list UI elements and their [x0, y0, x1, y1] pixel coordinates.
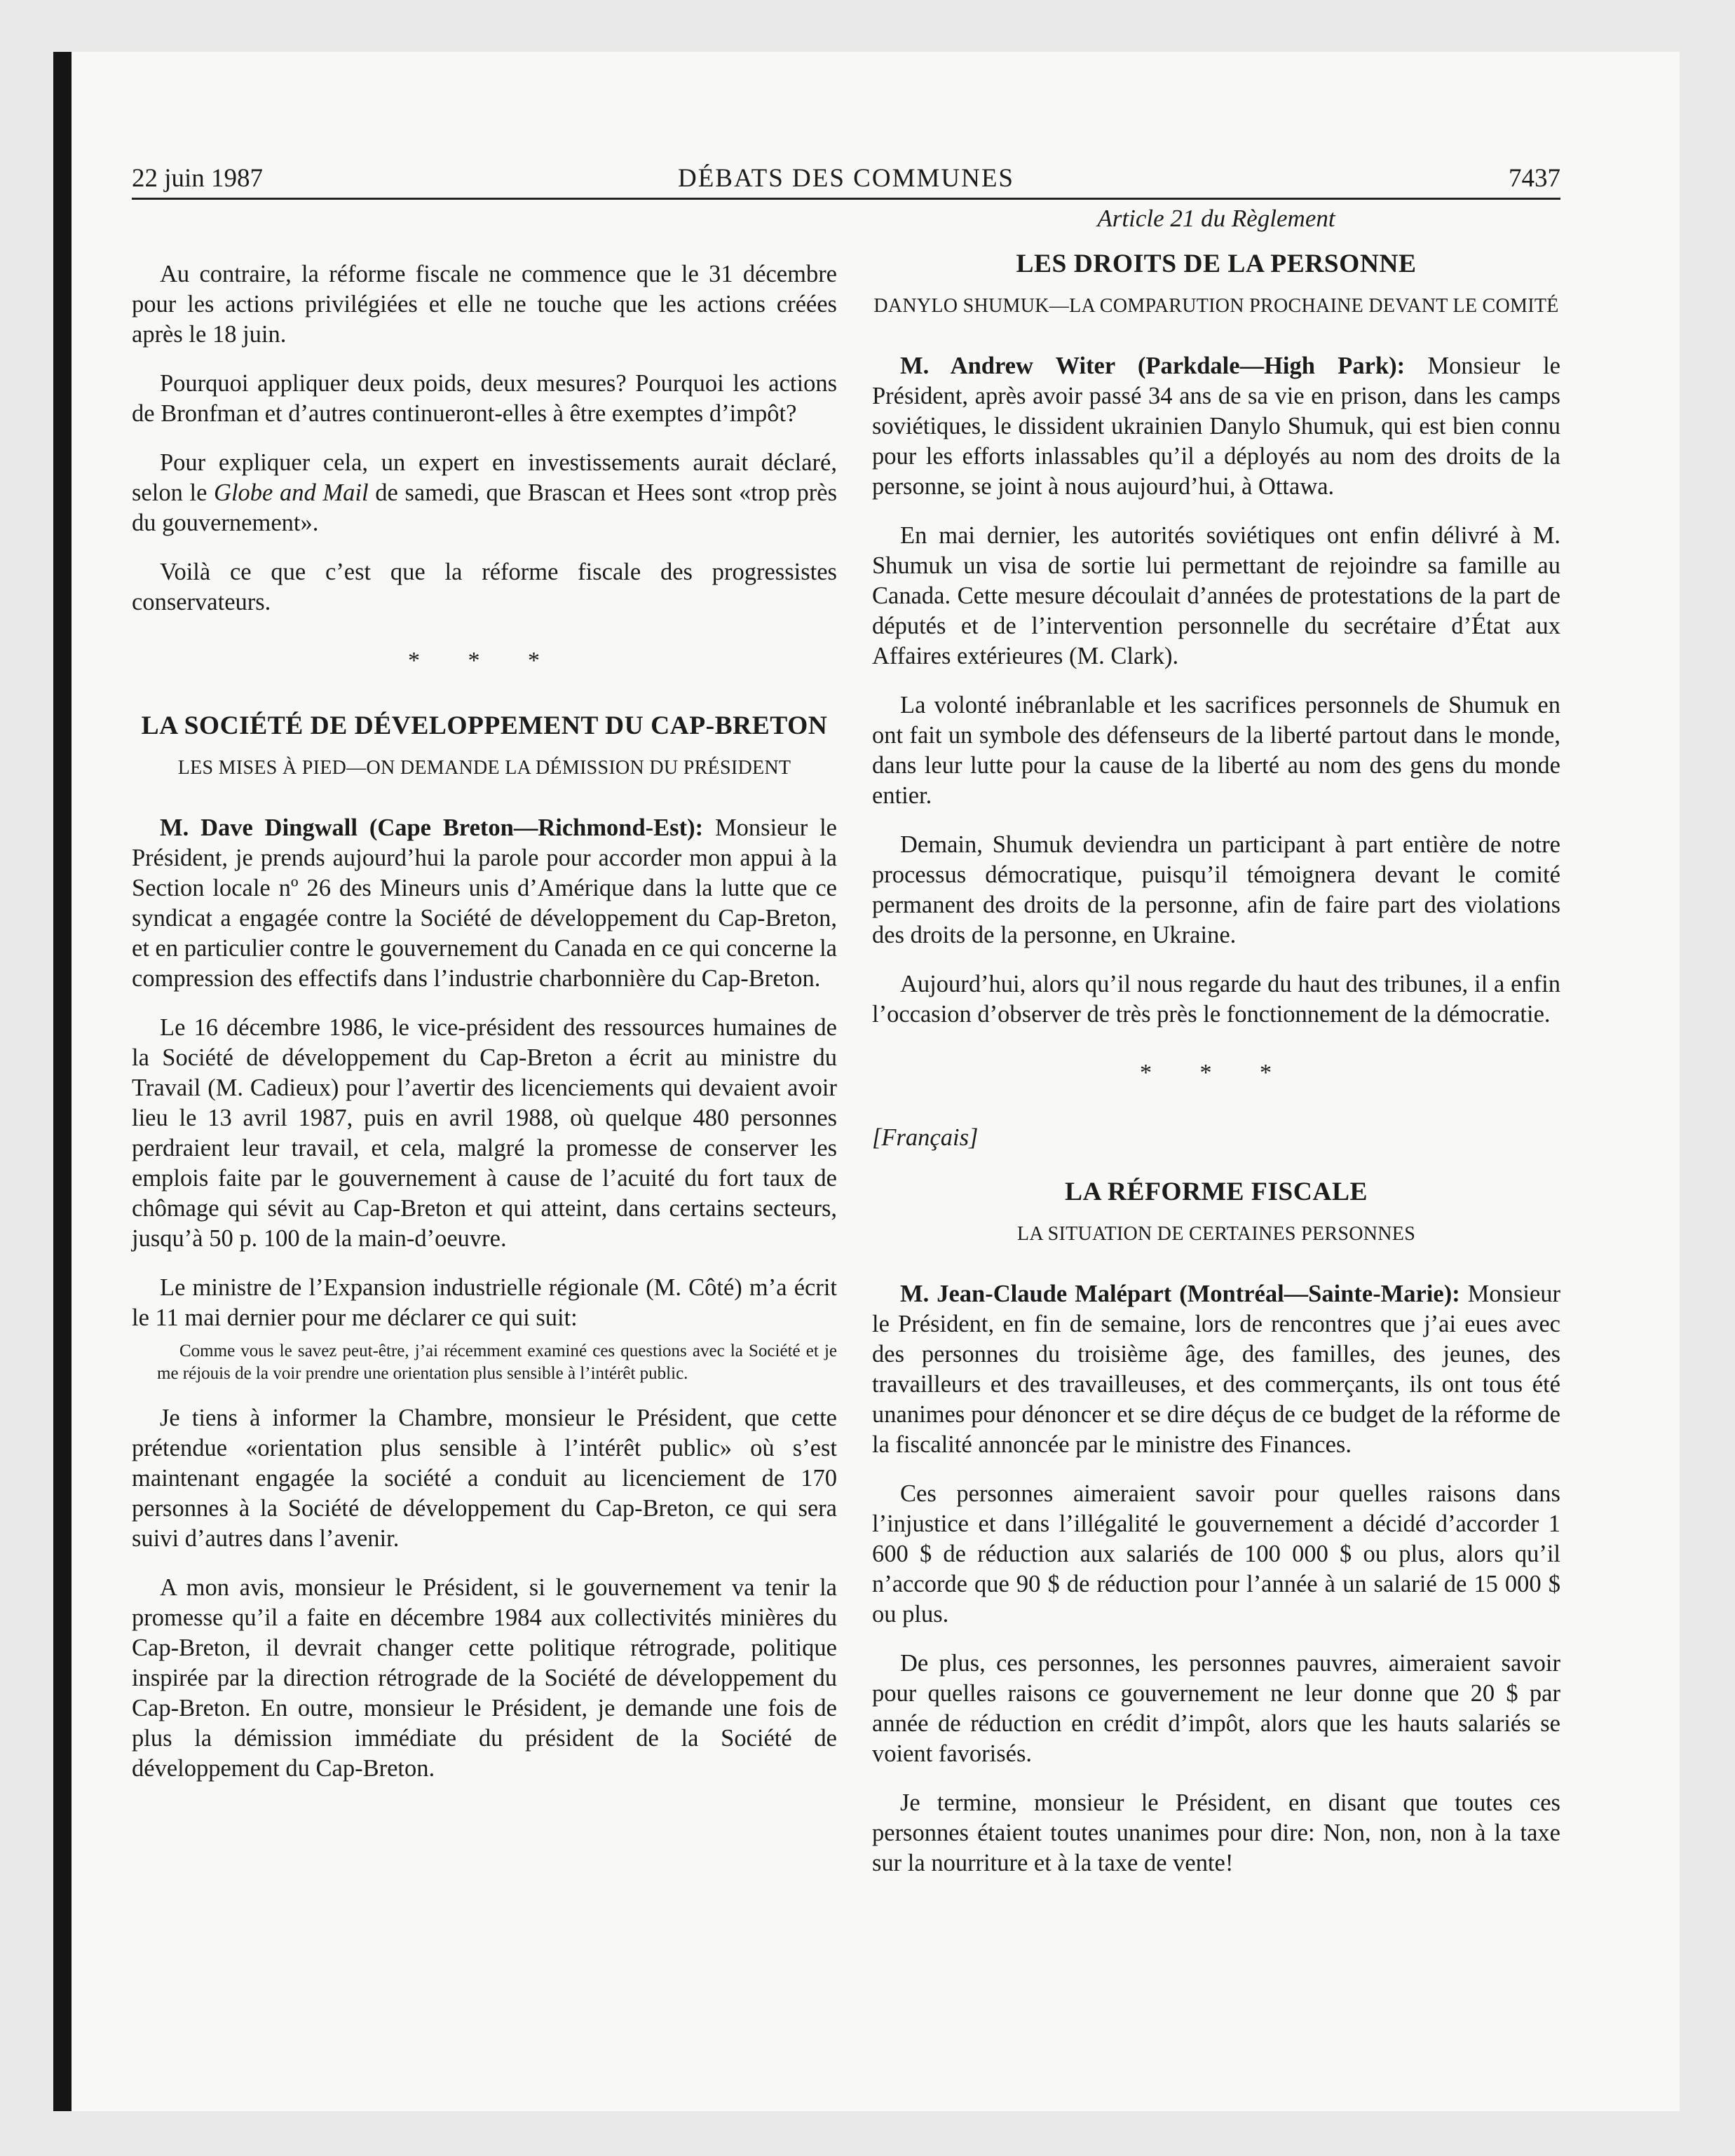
paragraph: Ces personnes aimeraient savoir pour quelles raisons dans l’injustice et dans l’illégalité le gouvernement a décidé d’accorder 1 600 $ de réduction aux salariés de 100 000 $ ou plus, alors qu’il n’accorde que 90 $ de réduction pour l’année à un salarié de 15 000 $ ou plus. [872, 1480, 1560, 1628]
rubric: Article 21 du Règlement [1097, 205, 1335, 232]
paragraph: La volonté inébranlable et les sacrifices personnels de Shumuk en ont fait un symbole des défenseurs de la liberté partout dans le monde, dans leur lutte pour la cause de la liberté au nom des gens du monde entier. [872, 692, 1560, 809]
paragraph: Pourquoi appliquer deux poids, deux mesures? Pourquoi les actions de Bronfman et d’autres continueront-elles à être exemptes d’impôt? [132, 370, 837, 427]
paragraph: De plus, ces personnes, les personnes pauvres, aimeraient savoir pour quelles raisons ce gouvernement ne leur donne que 20 $ par année de réduction en crédit d’impôt, alors que les hauts salariés se voient favorisés. [872, 1650, 1560, 1767]
paragraph: Le ministre de l’Expansion industrielle régionale (M. Côté) m’a écrit le 11 mai dernier pour me déclarer ce qui suit: [132, 1274, 837, 1331]
text: Monsieur le Président, je prends aujourd’hui la parole pour accorder mon appui à la Section locale nº 26 des Mineurs unis d’Amérique dans la lutte que ce syndicat a engagée contre la Société de développement du Cap-Breton, et en particulier contre le gouvernement du Canada en ce qui concerne la compression des effectifs dans l’industrie charbonnière du Cap-Breton. [132, 814, 837, 992]
scan-edge-bar [53, 52, 72, 2111]
newspaper-citation: Globe and Mail [214, 479, 369, 506]
text: de samedi, que Brascan et Hees sont «trop près du gouvernement». [132, 479, 838, 536]
paragraph [132, 448, 837, 538]
language-note: [Français] [872, 1124, 979, 1151]
paragraph: A mon avis, monsieur le Président, si le gouvernement va tenir la promesse qu’il a faite en décembre 1984 aux collectivités minières du Cap-Breton, il devrait changer cette politique rétrograde, politique inspirée par la direction rétrograde de la Société de développement du Cap-Breton. En outre, monsieur le Président, je demande une fois de plus la démission immédiate du président de la Société de développement du Cap-Breton. [132, 1574, 837, 1782]
section-title: LA SOCIÉTÉ DE DÉVELOPPEMENT DU CAP-BRETON [141, 711, 828, 740]
page-header [132, 158, 1560, 200]
paragraph: Aujourd’hui, alors qu’il nous regarde du haut des tribunes, il a enfin l’occasion d’observer de très près le fonctionnement de la démocratie. [872, 971, 1560, 1028]
speaker-name: M. Andrew Witer (Parkdale—High Park): [900, 353, 1406, 379]
header-title: DÉBATS DES COMMUNES [677, 164, 1014, 193]
paragraph [132, 813, 837, 994]
header-date: 22 juin 1987 [132, 164, 264, 193]
paragraph [872, 1279, 1560, 1460]
section-subtitle: DANYLO SHUMUK—LA COMPARUTION PROCHAINE DEVANT LE COMITÉ [873, 295, 1559, 317]
paragraph: Au contraire, la réforme fiscale ne commence que le 31 décembre pour les actions privilégiées et elle ne touche que les actions créées après le 18 juin. [132, 261, 837, 348]
text: Monsieur le Président, en fin de semaine, lors de rencontres que j’ai eues avec des personnes du troisième âge, des familles, des jeunes, des travailleurs et des travailleuses, et des commerçants, ils ont tous été unanimes pour dénoncer et se dire déçus de ce budget de la réforme de la fiscalité annoncée par le ministre des Finances. [872, 1281, 1560, 1458]
speaker-name: M. Jean-Claude Malépart (Montréal—Sainte-Marie): [900, 1281, 1460, 1307]
paragraph: Le 16 décembre 1986, le vice-président des ressources humaines de la Société de développement du Cap-Breton a écrit au ministre du Travail (M. Cadieux) pour l’avertir des licenciements qui devaient avoir lieu le 13 avril 1987, puis en avril 1988, où quelque 480 personnes perdraient leur travail, et cela, malgré la promesse de conserver les emplois faite par le gouvernement à cause de l’acuité du fort taux de chômage qui sévit au Cap-Breton et qui atteint, dans certains secteurs, jusqu’à 50 p. 100 de la main-d’oeuvre. [132, 1014, 837, 1252]
section-separator: * * * [408, 648, 561, 674]
section-subtitle: LA SITUATION DE CERTAINES PERSONNES [1016, 1223, 1416, 1245]
section-separator: * * * [1140, 1060, 1293, 1086]
section-subtitle: LES MISES À PIED—ON DEMANDE LA DÉMISSION DU PRÉSIDENT [177, 757, 791, 779]
paragraph [872, 351, 1560, 502]
paragraph: Je tiens à informer la Chambre, monsieur le Président, que cette prétendue «orientation plus sensible à l’intérêt public» où s’est maintenant engagée la société a conduit au licenciement de 170 personnes à la Société de développement du Cap-Breton, ce qui sera suivi d’autres dans l’avenir. [132, 1405, 837, 1552]
left-column [132, 203, 837, 1803]
section-title: LA RÉFORME FISCALE [1065, 1178, 1368, 1206]
paragraph: Je termine, monsieur le Président, en disant que toutes ces personnes étaient toutes unanimes pour dire: Non, non, non à la taxe sur la nourriture et à la taxe de vente! [872, 1789, 1560, 1876]
speaker-name: M. Dave Dingwall (Cape Breton—Richmond-Est): [160, 814, 704, 841]
text: Monsieur le Président, après avoir passé 34 ans de sa vie en prison, dans les camps soviétiques, le dissident ukrainien Danylo Shumuk, qui est bien connu pour les efforts inlassables qu’il a déployés au nom des droits de la personne, se joint à nous aujourd’hui, à Ottawa. [872, 353, 1560, 500]
paragraph: Voilà ce que c’est que la réforme fiscale des progressistes conservateurs. [132, 559, 837, 615]
text: Pour expliquer cela, un expert en investissements aurait déclaré, selon le [132, 449, 837, 506]
section-title: LES DROITS DE LA PERSONNE [1016, 250, 1417, 278]
paragraph: En mai dernier, les autorités soviétiques ont enfin délivré à M. Shumuk un visa de sortie lui permettant de rejoindre sa famille au Canada. Cette mesure découlait d’années de protestations de la part de députés et de l’intervention personnelle du secrétaire d’État aux Affaires extérieures (M. Clark). [872, 522, 1560, 669]
paragraph: Demain, Shumuk deviendra un participant à part entière de notre processus démocratique, puisqu’il témoignera devant le comité permanent des droits de la personne, afin de faire part des violations des droits de la personne, en Ukraine. [872, 831, 1560, 948]
right-column [872, 203, 1560, 1897]
header-page-number: 7437 [1509, 164, 1560, 193]
block-quote: Comme vous le savez peut-être, j’ai récemment examiné ces questions avec la Société et je me réjouis de la voir prendre une orientation plus sensible à l’intérêt public. [157, 1342, 837, 1383]
